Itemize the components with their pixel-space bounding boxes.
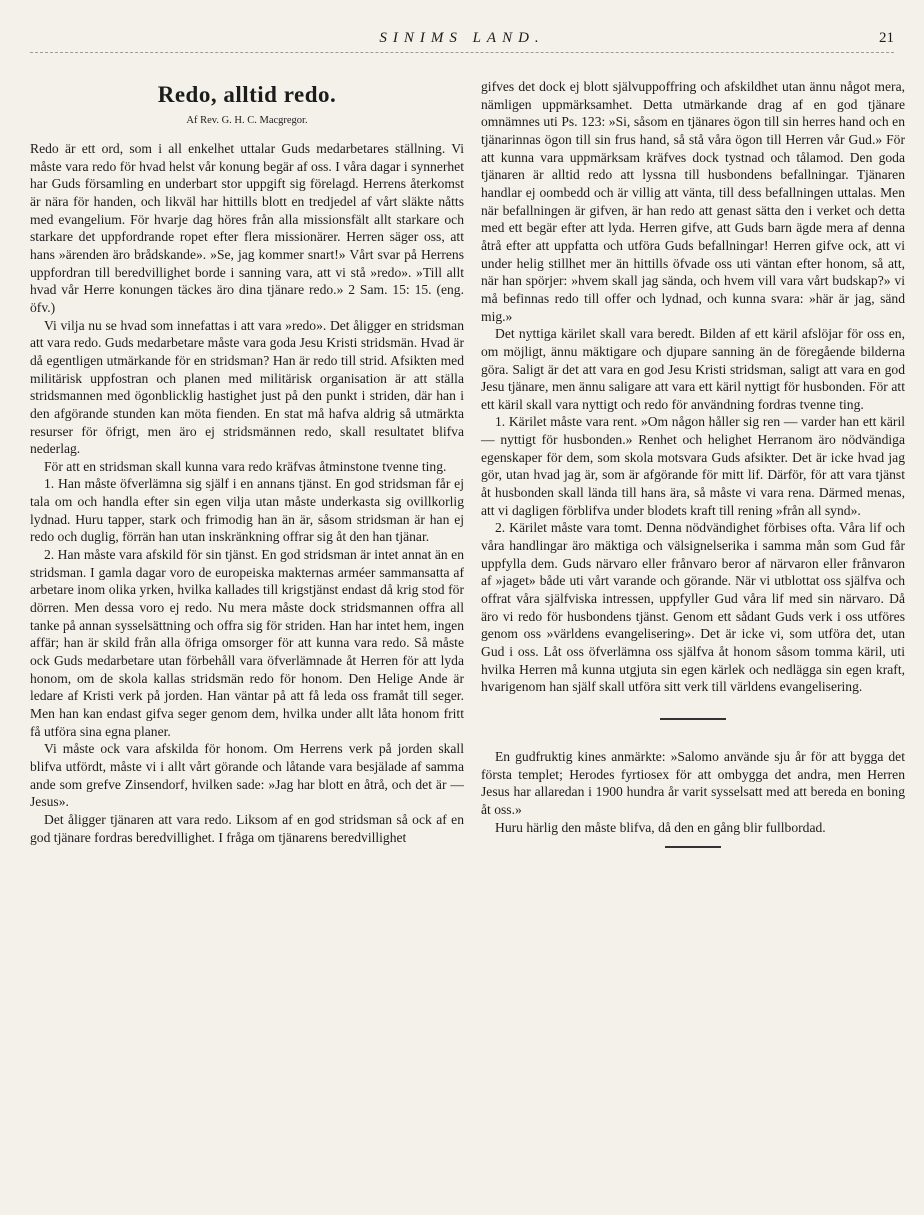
header-rule [30,52,894,53]
end-divider [665,846,721,848]
paragraph: Det nyttiga kärilet skall vara beredt. Bilden af ett käril afslöjar för oss en, om möjligt, ännu mäktigare och djupare sanning än de föregående bilderna göra. Saligt är det att vara en god Jesu Kristi stridsman, saligt att vara en god Jesu tjänare, men ännu saligare att vara ett käril nyttigt för husbonden. För att ett käril skall vara nyttigt och redo för användning fordras tvenne ting. [481,326,905,412]
right-column [481,78,905,848]
paragraph: För att en stridsman skall kunna vara redo kräfvas åtminstone tvenne ting. [44,458,447,474]
page-number: 21 [879,30,894,46]
article-byline: Af Rev. G. H. C. Macgregor. [186,115,308,126]
running-title: SINIMS LAND. [379,30,545,46]
paragraph: Redo är ett ord, som i all enkelhet uttalar Guds medarbetares ställning. Vi måste vara redo för hvad helst vår konung begär af oss. I våra dagar i synnerhet har Guds församling en underbart stor uppgift sig förelagd. Herrens återkomst är nära för handen, och likväl har hittills blott en tredjedel af vårt släkte nåtts med evangelium. För hvarje dag höres från alla missionsfält allt starkare och starkare det uppfordrande ropet efter flera missionärer. Herren säger oss, att hans »ärenden äro brådskande». »Se, jag kommer snart!» Vårt svar på Herrens uppfordran till beredvillighet borde i sanning vara, att vi stå »redo». »Till allt hvad vår Herre konungen täckes äro dina tjänare redo.» 2 Sam. 15: 15. (eng. öfv.) [30,141,464,315]
article-title: Redo, alltid redo. [157,82,337,107]
paragraph: 1. Kärilet måste vara rent. »Om någon håller sig ren — varder han ett käril — nyttigt för husbonden.» Renhet och helighet Herranom äro nödvändiga egenskaper för dem, som skola motsvara Guds afsikter. Det är icke hvad jag gör, utan hvad jag är, som är afgörande för mitt lif. Därför, för att vara tjänst åt husbonden skall lända till hans ära, så måste vi vara rena. Därmed menas, att vi dagligen förblifva under blodets kraft till rening »från all synd». [481,414,905,518]
left-column [30,78,464,846]
paragraph: Vi vilja nu se hvad som innefattas i att vara »redo». Det åligger en stridsman att vara redo. Guds medarbetare måste vara goda Jesu Kristi stridsmän. Hvad är då egentligen utmärkande för en stridsman? Han är redo till strid. Afsikten med militärisk uppfostran och planen med militärisk organisation är att ställa stridsmannen med ögonblicklig hastighet just på den punkt i striden, där han i den afgörande stunden kan möta fienden. En stat må hafva aldrig så utmärkta resurser för öfrigt, men äro ej stridsmännen redo, skall resultatet blifva nederlag. [30,317,464,457]
note-paragraph: Huru härlig den måste blifva, då den en gång blir fullbordad. [495,819,826,835]
paragraph: Det åligger tjänaren att vara redo. Liksom af en god stridsman så ock af en god tjänare fordras beredvillighet. I fråga om tjänarens beredvillighet [30,811,464,845]
note-paragraph: En gudfruktig kines anmärkte: »Salomo använde sju år för att bygga det första templet; Herodes fyrtiosex för att ombygga det andra, men Herren Jesus har allaredan i 1900 hundra år varit sysselsatt med att bereda en boning åt oss.» [481,748,905,817]
paragraph: 1. Han måste öfverlämna sig själf i en annans tjänst. En god stridsman får ej tala om och handla efter sin egen vilja utan måste underkasta sig ovillkorlig lydnad. Huru tapper, stark och frimodig han än är, såsom stridsman är han ej redo och duglig, förrän han utan inskränkning offrar sig åt den han tjänar. [30,476,464,545]
paragraph: gifves det dock ej blott självuppoffring och afskildhet utan ännu något mera, nämligen uppmärksamhet. Detta utmärkande drag af en god tjänare omnämnes uti Ps. 123: »Si, såsom en tjänares ögon till sin herres hand och en tjänarinnas ögon till sin frus hand, så stå våra ögon till Herren vår Gud.» För att kunna vara uppmärksam kräfves dock tystnad och tålamod. Den goda tjänaren är alltid redo att lyssna till husbondens befallningar. Tjänaren handlar ej oombedd och är villig att vänta, till dess befallningen uttalas. Men när befallningen är gifven, är han redo att genast sätta den i verket och detta med ett begär efter att lyda. Herren gifve, att Guds barn ägde mera af denna åtrå efter att uppfatta och utföra Guds befallningar! Herren gifve ock, att vi under helig stillhet mer än hittills öfvade oss uti väntan efter honom, så att, när han spörjer: »hvem skall jag sända, och hvem vill vara vårt budskap?» vi må befinnas redo till offer och lydnad, och kunna svara: »här är jag, sänd mig.» [481,79,905,324]
section-divider [660,718,726,720]
paragraph: Vi måste ock vara afskilda för honom. Om Herrens verk på jorden skall blifva utfördt, måste vi i allt vårt görande och låtande vara besjälade af samma ande som grefve Zinsendorf, hvilken sade: »Jag har blott en åtrå, och det är — Jesus». [30,741,464,810]
paragraph: 2. Kärilet måste vara tomt. Denna nödvändighet förbises ofta. Våra lif och våra handlingar äro mäktiga och välsignelserika i samma mån som Gud får uppfylla dem. Guds närvaro eller frånvaro beror af närvaron eller frånvaron af »jaget» både uti vårt varande och görande. När vi utblottat oss själfva och offrat våra själfviska intressen, uppfyller Gud våra lif med sin närvaro. Då äro vi redo för husbondens tjänst. Genom ett sådant Guds verk i oss utföres genom oss »världens evangelisering». Det är icke vi, som utföra det, utan Gud i oss. Låt oss öfverlämna oss själfva åt honom såsom tomma käril, uti hvilka Herren må kunna utgjuta sin egen kärlek och nedlägga sin egen kraft, hvarigenom han själf skall utföra sitt verk till världens evangelisering. [481,520,905,695]
running-header [0,30,924,52]
paragraph: 2. Han måste vara afskild för sin tjänst. En god stridsman är intet annat än en stridsman. I gamla dagar voro de europeiska makternas arméer sammansatta af arbetare inom olika yrken, hvilka kallades till krigstjänst endast då krig stod för dörren. Men dessa voro ej redo. Nu mera måste dock stridsmannen offra all tanke på annan sysselsättning och offra sig för striden. Han har intet hem, ingen affär; han är skild från alla öfriga omsorger för att kunna vara redo. Så måste ock Guds medarbetare utan förbehåll vara öfverlämnade åt Herren för att lyda honom, om de skola kallas stridsmän redo för honom. Den Helige Ande är ledare af Kristi verk på jorden. Han väntar på att få leda oss framåt till seger. Men han kan endast gifva seger genom dem, hvilka under allt låta honom fritt få utföra sina egna planer. [30,547,464,739]
